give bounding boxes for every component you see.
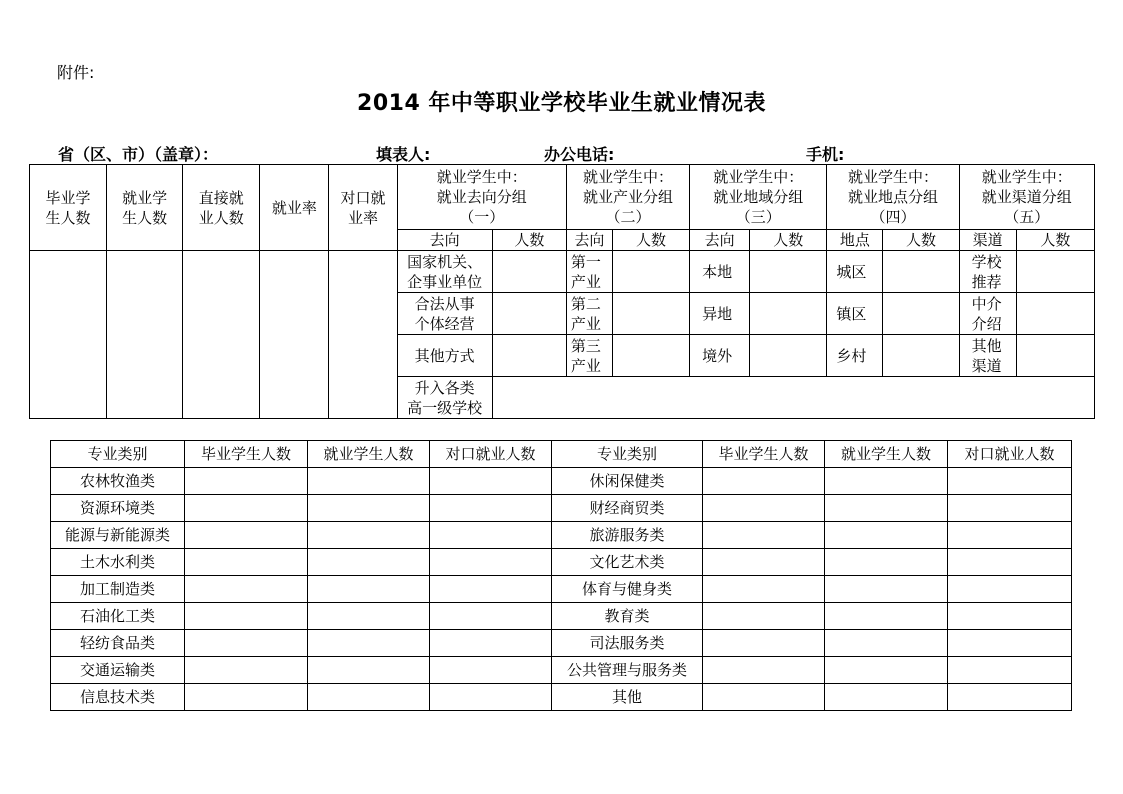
category-label: 加工制造类 [51,576,185,603]
employed-input-cell[interactable] [825,684,948,711]
row-label: 乡村 [827,335,883,377]
category-label: 教育类 [552,603,703,630]
subheader-count: 人数 [883,230,959,251]
row-label: 第三 产业 [566,335,612,377]
category-label: 司法服务类 [552,630,703,657]
count-input-cell[interactable] [1016,251,1094,293]
graduates-input-cell[interactable] [185,522,308,549]
category-label: 农林牧渔类 [51,468,185,495]
count-input-cell[interactable] [612,293,689,335]
subheader-location: 地点 [827,230,883,251]
category-label: 旅游服务类 [552,522,703,549]
col-header-graduates: 毕业学生人数 [185,441,308,468]
employed-input-cell[interactable] [308,576,430,603]
table-row [51,495,1072,522]
employment-rate-input-cell[interactable] [260,251,329,419]
matched-input-cell[interactable] [430,603,552,630]
matched-input-cell[interactable] [430,630,552,657]
employed-input-cell[interactable] [825,522,948,549]
matched-input-cell[interactable] [430,468,552,495]
row-label: 镇区 [827,293,883,335]
office-phone-label: 办公电话: [544,145,615,164]
employed-input-cell[interactable] [825,576,948,603]
col-header-graduates: 毕业学生人数 [703,441,825,468]
graduates-input-cell[interactable] [703,522,825,549]
matched-input-cell[interactable] [430,657,552,684]
further-study-input-cell[interactable] [492,377,1094,419]
employed-input-cell[interactable] [825,468,948,495]
page-title: 2014 年中等职业学校毕业生就业情况表 [357,91,766,116]
count-input-cell[interactable] [883,335,959,377]
annex-label: 附件: [57,63,95,82]
count-input-cell[interactable] [883,251,959,293]
subheader-count: 人数 [1016,230,1094,251]
category-label: 其他 [552,684,703,711]
row-label: 境外 [690,335,750,377]
col-header-category: 专业类别 [552,441,703,468]
matched-rate-input-cell[interactable] [329,251,397,419]
direct-employed-input-cell[interactable] [183,251,260,419]
category-label: 资源环境类 [51,495,185,522]
subheader-count: 人数 [612,230,689,251]
row-label: 城区 [827,251,883,293]
matched-input-cell[interactable] [430,495,552,522]
category-label: 交通运输类 [51,657,185,684]
table-row [51,522,1072,549]
subheader-count: 人数 [750,230,827,251]
graduates-input-cell[interactable] [185,576,308,603]
graduates-input-cell[interactable] [703,630,825,657]
employed-input-cell[interactable] [308,603,430,630]
category-label: 石油化工类 [51,603,185,630]
row-label: 国家机关、 企事业单位 [397,251,492,293]
table-row [51,549,1072,576]
count-input-cell[interactable] [750,251,827,293]
category-label: 休闲保健类 [552,468,703,495]
table-row [51,630,1072,657]
mobile-label: 手机: [806,145,845,164]
row-label: 本地 [690,251,750,293]
col-header-employed: 就业学生人数 [825,441,948,468]
category-label: 轻纺食品类 [51,630,185,657]
header-employed: 就业学 生人数 [107,165,183,251]
count-input-cell[interactable] [612,335,689,377]
table-row [51,684,1072,711]
category-label: 信息技术类 [51,684,185,711]
table-row [51,468,1072,495]
count-input-cell[interactable] [612,251,689,293]
employed-input-cell[interactable] [308,630,430,657]
subheader-destination: 去向 [690,230,750,251]
row-label: 第一 产业 [566,251,612,293]
matched-input-cell[interactable] [948,576,1072,603]
matched-input-cell[interactable] [430,576,552,603]
category-label: 体育与健身类 [552,576,703,603]
graduates-input-cell[interactable] [703,495,825,522]
employed-input-cell[interactable] [308,549,430,576]
employment-table [29,164,1095,419]
matched-input-cell[interactable] [948,522,1072,549]
row-label: 其他方式 [397,335,492,377]
province-seal-label: 省（区、市）（盖章）： [58,145,219,164]
row-label: 其他 渠道 [959,335,1016,377]
group-header-location: 就业学生中： 就业地点分组 （四） [827,165,959,230]
category-label: 能源与新能源类 [51,522,185,549]
matched-input-cell[interactable] [430,549,552,576]
graduates-input-cell[interactable] [185,630,308,657]
subheader-count: 人数 [492,230,566,251]
col-header-matched: 对口就业人数 [948,441,1072,468]
col-header-category: 专业类别 [51,441,185,468]
graduates-input-cell[interactable] [703,468,825,495]
graduates-input-cell[interactable] [185,603,308,630]
matched-input-cell[interactable] [948,630,1072,657]
matched-input-cell[interactable] [948,603,1072,630]
row-label: 学校 推荐 [959,251,1016,293]
employed-input-cell[interactable] [308,468,430,495]
category-label: 公共管理与服务类 [552,657,703,684]
employed-input-cell[interactable] [107,251,183,419]
graduates-input-cell[interactable] [185,549,308,576]
group-header-region: 就业学生中： 就业地域分组 （三） [690,165,827,230]
employed-input-cell[interactable] [308,495,430,522]
count-input-cell[interactable] [1016,293,1094,335]
matched-input-cell[interactable] [430,684,552,711]
subheader-channel: 渠道 [959,230,1016,251]
graduates-input-cell[interactable] [703,549,825,576]
category-label: 文化艺术类 [552,549,703,576]
graduates-input-cell[interactable] [30,251,107,419]
count-input-cell[interactable] [1016,335,1094,377]
row-label: 中介 介绍 [959,293,1016,335]
matched-input-cell[interactable] [948,495,1072,522]
category-table [50,440,1072,711]
table-row [51,576,1072,603]
header-employment-rate: 就业率 [260,165,329,251]
graduates-input-cell[interactable] [185,495,308,522]
count-input-cell[interactable] [883,293,959,335]
graduates-input-cell[interactable] [185,684,308,711]
count-input-cell[interactable] [750,335,827,377]
header-matched-rate: 对口就 业率 [329,165,397,251]
matched-input-cell[interactable] [948,657,1072,684]
employed-input-cell[interactable] [825,495,948,522]
matched-input-cell[interactable] [948,684,1072,711]
group-header-industry: 就业学生中： 就业产业分组 （二） [566,165,689,230]
graduates-input-cell[interactable] [703,684,825,711]
row-label: 合法从事 个体经营 [397,293,492,335]
employed-input-cell[interactable] [825,549,948,576]
employed-input-cell[interactable] [825,657,948,684]
count-input-cell[interactable] [492,335,566,377]
table-row [51,603,1072,630]
subheader-destination: 去向 [397,230,492,251]
graduates-input-cell[interactable] [703,576,825,603]
header-direct-employed: 直接就 业人数 [183,165,260,251]
graduates-input-cell[interactable] [703,603,825,630]
category-label: 财经商贸类 [552,495,703,522]
matched-input-cell[interactable] [948,468,1072,495]
filler-label: 填表人: [376,145,431,164]
employed-input-cell[interactable] [308,522,430,549]
graduates-input-cell[interactable] [185,657,308,684]
count-input-cell[interactable] [492,251,566,293]
employed-input-cell[interactable] [308,657,430,684]
count-input-cell[interactable] [750,293,827,335]
employed-input-cell[interactable] [308,684,430,711]
category-label: 土木水利类 [51,549,185,576]
col-header-matched: 对口就业人数 [430,441,552,468]
group-header-destination: 就业学生中： 就业去向分组 （一） [397,165,566,230]
header-graduates: 毕业学 生人数 [30,165,107,251]
row-label: 第二 产业 [566,293,612,335]
graduates-input-cell[interactable] [703,657,825,684]
subheader-destination: 去向 [566,230,612,251]
matched-input-cell[interactable] [430,522,552,549]
employed-input-cell[interactable] [825,603,948,630]
table-row [51,657,1072,684]
further-study-label: 升入各类 高一级学校 [397,377,492,419]
employed-input-cell[interactable] [825,630,948,657]
matched-input-cell[interactable] [948,549,1072,576]
col-header-employed: 就业学生人数 [308,441,430,468]
count-input-cell[interactable] [492,293,566,335]
graduates-input-cell[interactable] [185,468,308,495]
group-header-channel: 就业学生中： 就业渠道分组 （五） [959,165,1094,230]
row-label: 异地 [690,293,750,335]
